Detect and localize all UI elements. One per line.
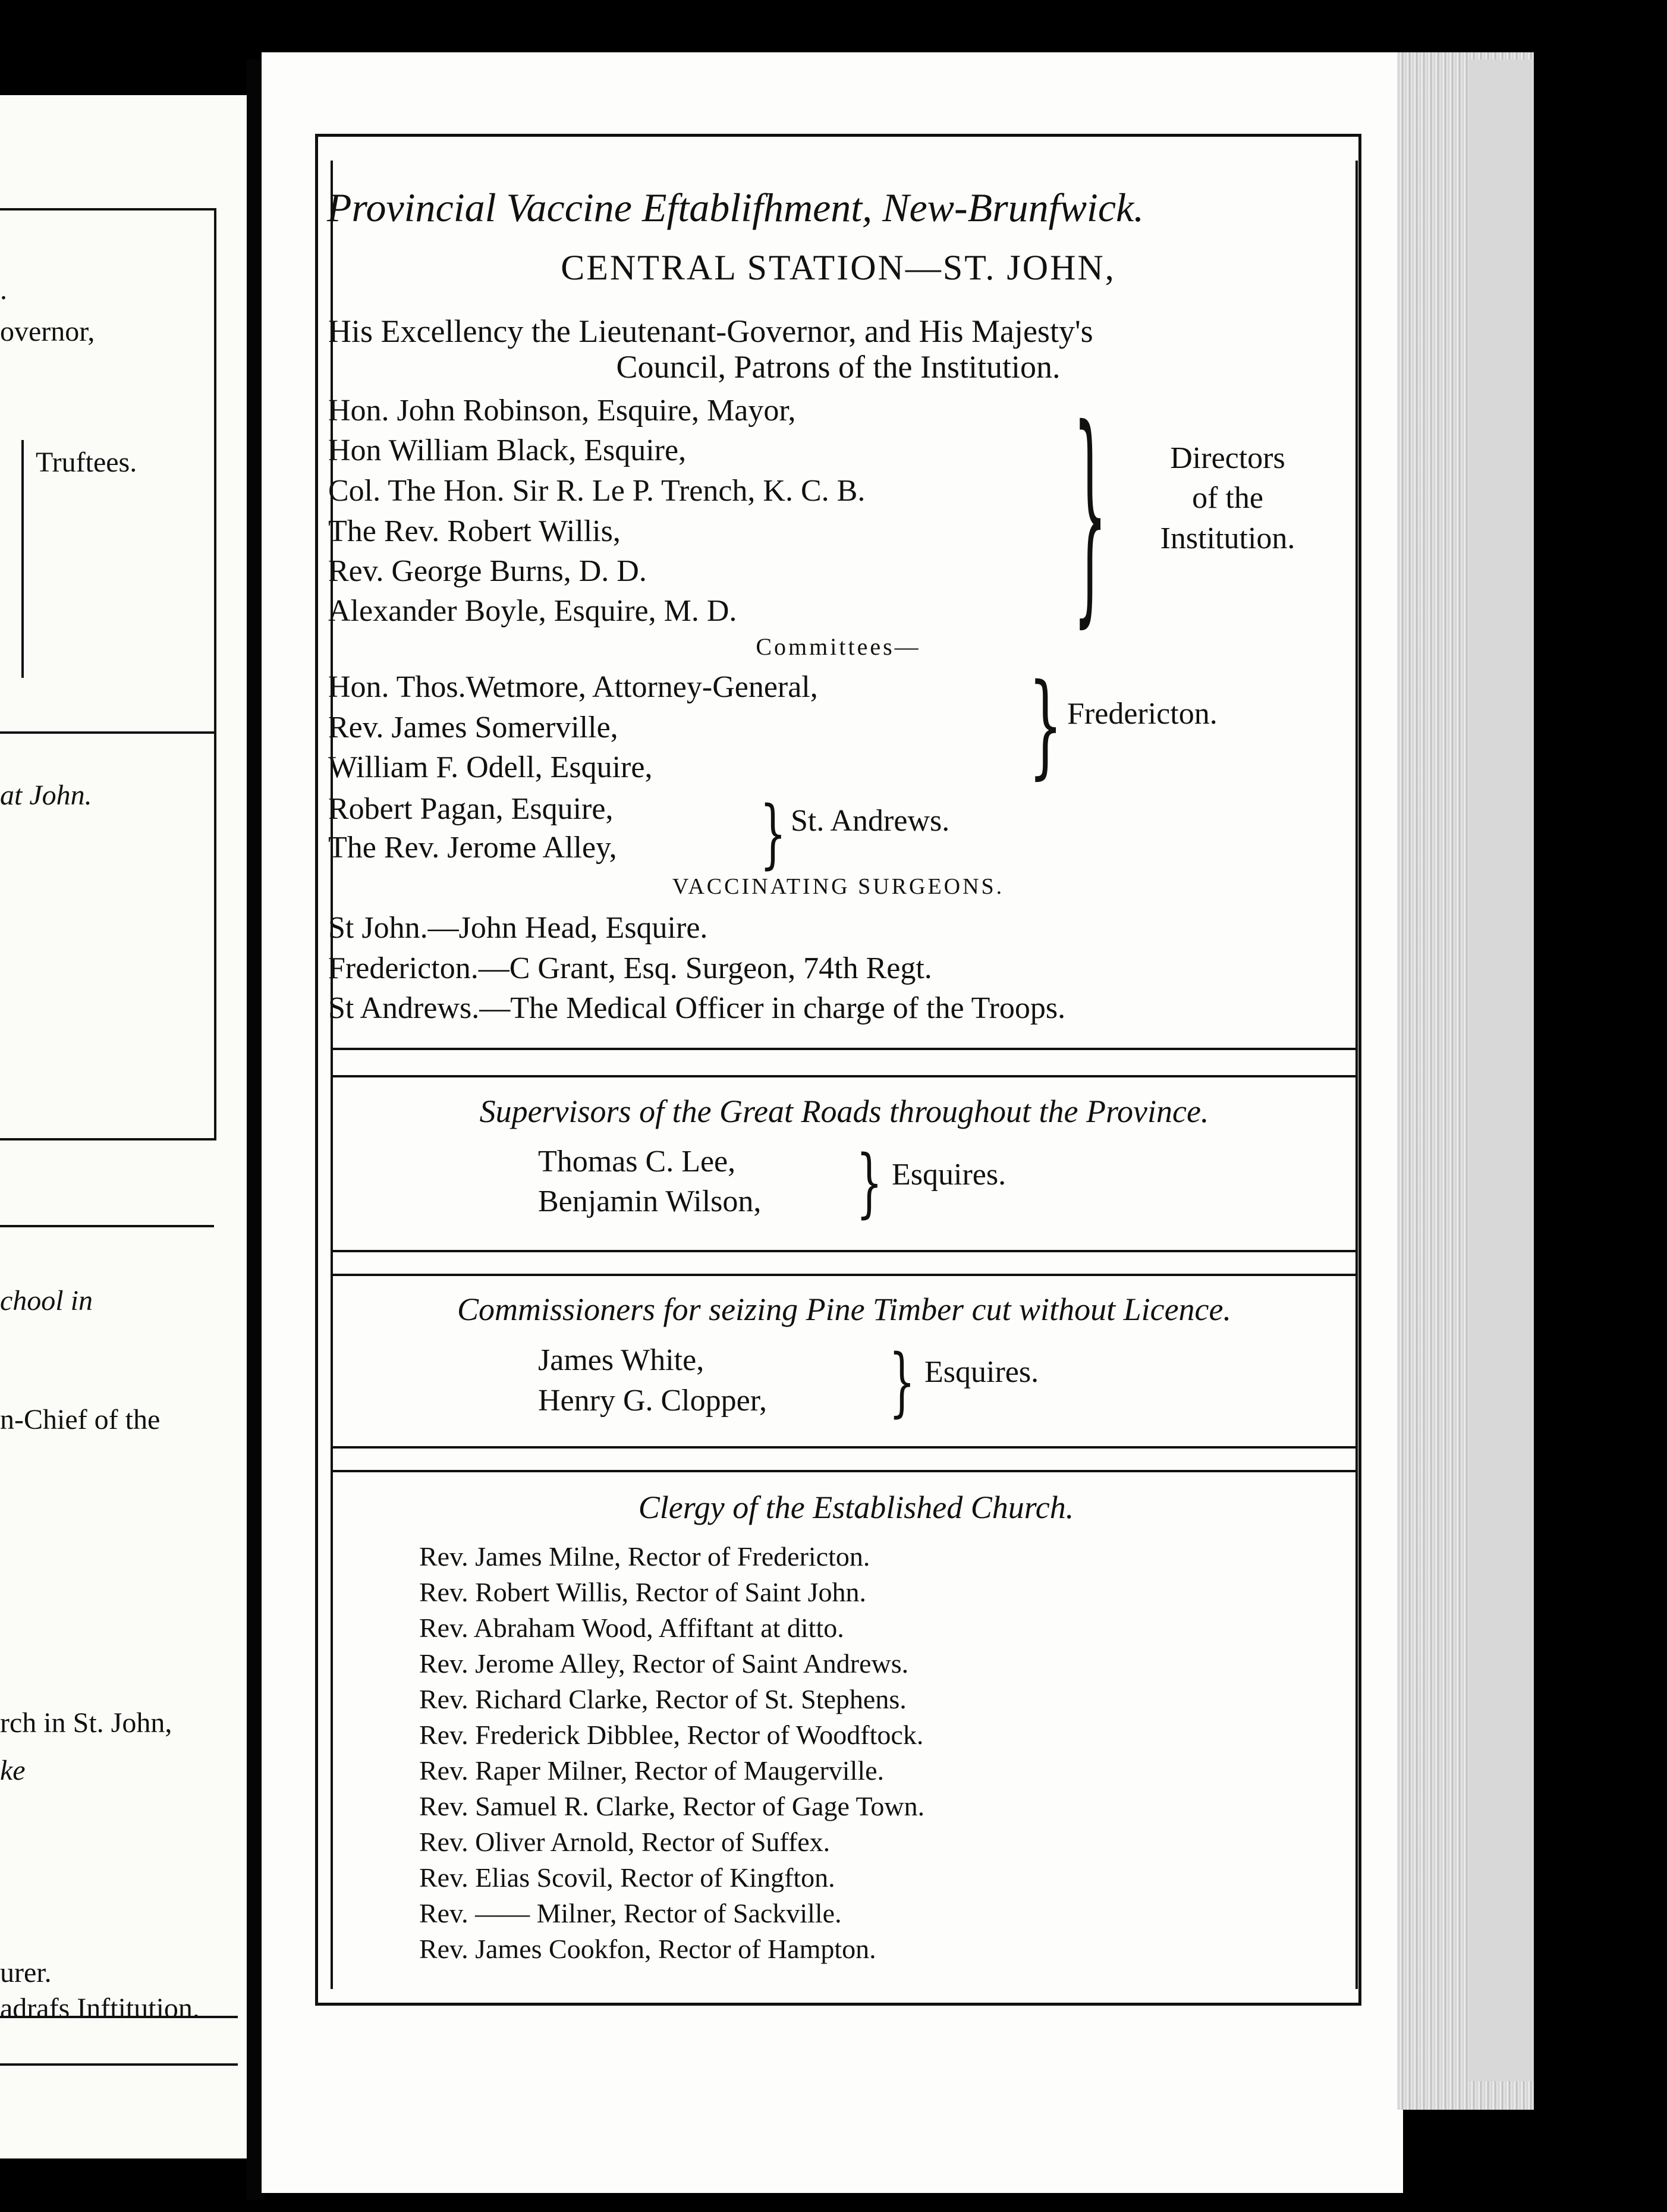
commissioners-brace: }	[889, 1338, 916, 1426]
commissioners-heading: Commissioners for seizing Pine Timber cut without Licence.	[457, 1292, 1231, 1327]
committees-heading: Committees—	[756, 633, 921, 660]
section-divider	[333, 1446, 1355, 1449]
clergy-entry: Rev. Raper Milner, Rector of Maugerville.	[419, 1755, 885, 1786]
commissioner-name: James White,	[538, 1343, 704, 1377]
director-name: The Rev. Robert Willis,	[328, 514, 621, 548]
supervisors-brace: }	[856, 1139, 883, 1227]
director-name: Hon. John Robinson, Esquire, Mayor,	[328, 394, 796, 428]
left-text: ke	[0, 1755, 26, 1786]
commissioner-name: Henry G. Clopper,	[538, 1384, 767, 1418]
left-text: adrafs Inftitution.	[0, 1993, 200, 2024]
clergy-entry: Rev. James Milne, Rector of Fredericton.	[419, 1541, 870, 1572]
left-text: .	[0, 274, 7, 306]
director-name: Hon William Black, Esquire,	[328, 433, 687, 467]
clergy-entry: Rev. Elias Scovil, Rector of Kingfton.	[419, 1862, 835, 1893]
surgeon-entry: St Andrews.—The Medical Officer in charge of the Troops.	[328, 991, 1066, 1025]
supervisor-name: Benjamin Wilson,	[538, 1184, 762, 1218]
director-name: Rev. George Burns, D. D.	[328, 554, 647, 588]
vaccine-subtitle: CENTRAL STATION—ST. JOHN,	[561, 248, 1116, 287]
clergy-entry: Rev. Richard Clarke, Rector of St. Stephens.	[419, 1684, 907, 1714]
clergy-heading: Clergy of the Established Church.	[638, 1490, 1074, 1525]
clergy-entry: Rev. Oliver Arnold, Rector of Suffex.	[419, 1827, 831, 1857]
directors-label: Institution.	[1160, 521, 1295, 555]
committee-member: William F. Odell, Esquire,	[328, 750, 653, 784]
committee-member: Robert Pagan, Esquire,	[328, 792, 614, 826]
director-name: Col. The Hon. Sir R. Le P. Trench, K. C. B.	[328, 474, 866, 508]
fredericton-brace: }	[1028, 660, 1063, 791]
left-text: rch in St. John,	[0, 1707, 172, 1739]
section-divider	[333, 1250, 1355, 1252]
section-divider	[333, 1075, 1355, 1077]
left-text: chool in	[0, 1285, 93, 1316]
left-divider	[0, 2063, 238, 2066]
clergy-entry: Rev. —— Milner, Rector of Sackville.	[419, 1898, 842, 1928]
director-name: Alexander Boyle, Esquire, M. D.	[328, 594, 737, 628]
clergy-entry: Rev. Samuel R. Clarke, Rector of Gage Town.	[419, 1791, 925, 1821]
standrews-label: St. Andrews.	[791, 804, 950, 838]
section-divider	[333, 1048, 1355, 1050]
section-divider	[333, 1274, 1355, 1276]
directors-brace: }	[1073, 381, 1108, 649]
surgeons-heading: VACCINATING SURGEONS.	[672, 874, 1005, 899]
commissioners-label: Esquires.	[924, 1355, 1039, 1389]
committee-member: Hon. Thos.Wetmore, Attorney-General,	[328, 670, 818, 704]
left-page	[0, 95, 247, 2158]
clergy-entry: Rev. Frederick Dibblee, Rector of Woodftock.	[419, 1720, 924, 1750]
clergy-entry: Rev. Abraham Wood, Affiftant at ditto.	[419, 1613, 844, 1643]
section-divider	[333, 1470, 1355, 1472]
left-text: Truftees.	[36, 447, 137, 478]
page-edges	[1468, 59, 1534, 2081]
clergy-entry: Rev. Jerome Alley, Rector of Saint Andrews.	[419, 1648, 909, 1679]
standrews-brace: }	[760, 790, 787, 878]
directors-label: Directors	[1170, 441, 1285, 475]
surgeon-entry: Fredericton.—C Grant, Esq. Surgeon, 74th Regt.	[328, 951, 932, 985]
supervisors-heading: Supervisors of the Great Roads throughout the Province.	[479, 1094, 1209, 1129]
left-text: at John.	[0, 780, 92, 811]
left-divider	[0, 1225, 214, 1227]
surgeon-entry: St John.—John Head, Esquire.	[328, 911, 708, 945]
patrons-line: Council, Patrons of the Institution.	[616, 349, 1061, 385]
patrons-line: His Excellency the Lieutenant-Governor, and His Majesty's	[328, 313, 1093, 349]
supervisor-name: Thomas C. Lee,	[538, 1145, 736, 1179]
committee-member: The Rev. Jerome Alley,	[328, 831, 617, 865]
fredericton-label: Fredericton.	[1067, 697, 1218, 731]
committee-member: Rev. James Somerville,	[328, 711, 618, 744]
vaccine-title: Provincial Vaccine Eftablifhment, New-Brunfwick.	[327, 185, 1144, 230]
clergy-entry: Rev. James Cookfon, Rector of Hampton.	[419, 1934, 876, 1964]
left-divider	[0, 731, 214, 734]
left-text: overnor,	[0, 316, 95, 347]
supervisors-label: Esquires.	[892, 1158, 1007, 1192]
directors-label: of the	[1192, 481, 1263, 515]
left-page-frame	[0, 208, 216, 1140]
left-brace	[12, 440, 24, 678]
left-text: urer.	[0, 1957, 52, 1988]
left-text: n-Chief of the	[0, 1404, 161, 1435]
clergy-entry: Rev. Robert Willis, Rector of Saint John.	[419, 1577, 866, 1607]
